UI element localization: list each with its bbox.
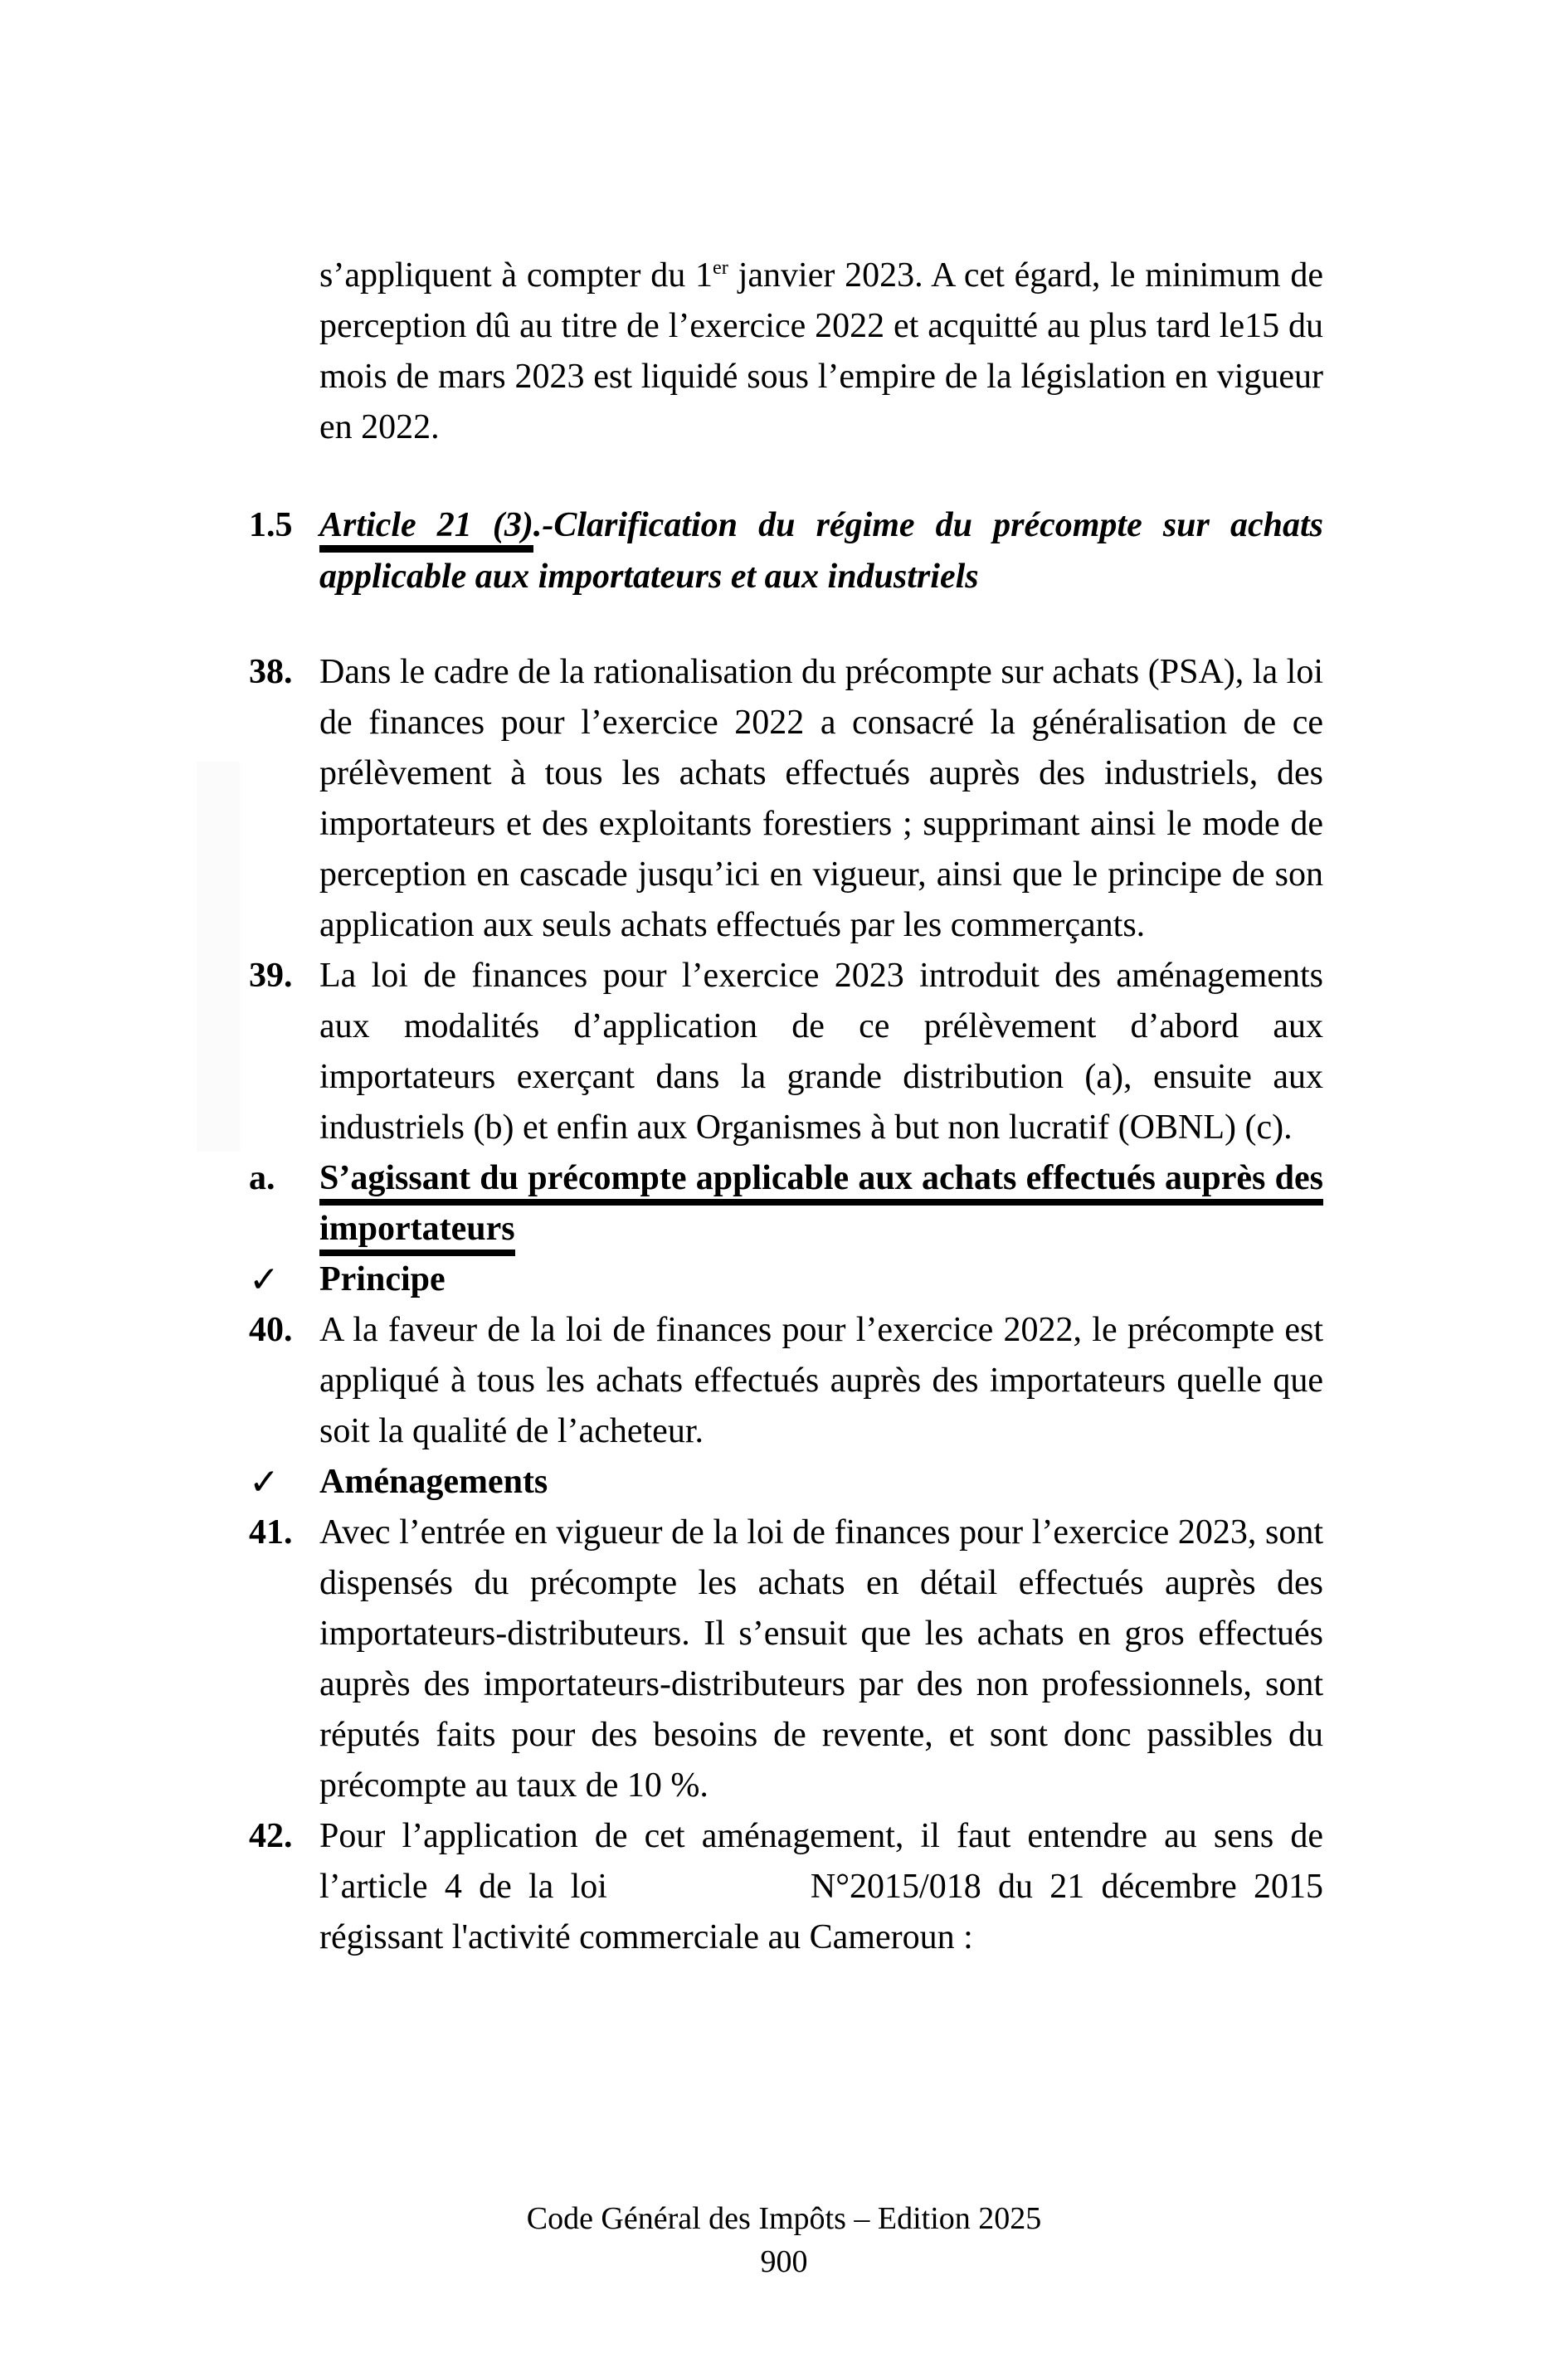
intro-superscript: er	[713, 256, 728, 279]
footer-title: Code Général des Impôts – Edition 2025	[526, 2201, 1042, 2236]
paragraph-42-gap	[607, 1897, 811, 1898]
paragraph-40	[249, 1305, 1323, 1457]
paragraph-42	[249, 1811, 1323, 1963]
paragraph-38	[249, 647, 1323, 951]
scan-artifact	[197, 762, 240, 1152]
intro-text-post: janvier 2023. A cet égard, le minimum de perception dû au titre de l’exercice 2022 et acquitté au plus tard le15 du mois de mars 2023 est liquidé sous l’empire de la législation en vigueur en 2022.	[319, 256, 1323, 446]
paragraph-42-number: 42.	[249, 1817, 293, 1855]
check-icon: ✓	[249, 1259, 280, 1301]
section-1-5-article-ref: Article 21 (3)	[319, 506, 533, 553]
section-a-title: S’agissant du précompte applicable aux achats effectués auprès des importateurs	[319, 1159, 1323, 1256]
paragraph-39-number: 39.	[249, 957, 293, 995]
paragraph-42-text-pre: Pour l’application de cet aménagement, il faut entendre au sens de l’article 4 de la loi	[319, 1817, 1323, 1906]
principe-label: Principe	[319, 1260, 446, 1298]
paragraph-41	[249, 1508, 1323, 1811]
principe-item	[249, 1254, 1323, 1305]
section-1-5-title: .-Clarification du régime du précompte sur achats applicable aux importateurs et aux industriels	[319, 506, 1324, 596]
intro-text-pre: s’appliquent à compter du 1	[319, 256, 713, 295]
section-1-5-number: 1.5	[249, 506, 293, 544]
check-icon: ✓	[249, 1461, 280, 1503]
section-a-marker: a.	[249, 1159, 275, 1197]
paragraph-40-number: 40.	[249, 1311, 293, 1349]
paragraph-40-text: A la faveur de la loi de finances pour l’exercice 2022, le précompte est appliqué à tous les achats effectués auprès des importateurs quelle que soit la qualité de l’acheteur.	[319, 1311, 1323, 1450]
paragraph-41-number: 41.	[249, 1513, 293, 1552]
amenagements-item	[249, 1457, 1323, 1508]
paragraph-38-number: 38.	[249, 653, 293, 691]
paragraph-38-text: Dans le cadre de la rationalisation du précompte sur achats (PSA), la loi de finances pour l’exercice 2022 a consacré la généralisation de ce prélèvement à tous les achats effectués auprès des industriels, des importateurs et des exploitants forestiers ; supprimant ainsi le mode de perception en cascade jusqu’ici en vigueur, ainsi que le principe de son application aux seuls achats effectués par les commerçants.	[319, 653, 1323, 944]
page-footer	[0, 2197, 1568, 2283]
paragraph-42-text-post: N°2015/018 du 21 décembre 2015 régissant l'activité commerciale au Cameroun :	[319, 1868, 1323, 1956]
paragraph-39	[249, 951, 1323, 1153]
paragraph-intro	[249, 251, 1323, 453]
section-a-heading	[249, 1153, 1323, 1254]
section-1-5-heading	[249, 499, 1323, 602]
amenagements-label: Aménagements	[319, 1463, 548, 1501]
paragraph-41-text: Avec l’entrée en vigueur de la loi de finances pour l’exercice 2023, sont dispensés du précompte les achats en détail effectués auprès des importateurs-distributeurs. Il s’ensuit que les achats en gros effectués auprès des importateurs-distributeurs par des non professionnels, sont réputés faits pour des besoins de revente, et sont donc passibles du précompte au taux de 10 %.	[319, 1513, 1323, 1805]
paragraph-39-text: La loi de finances pour l’exercice 2023 introduit des aménagements aux modalités d’application de ce prélèvement d’abord aux importateurs exerçant dans la grande distribution (a), ensuite aux industriels (b) et enfin aux Organismes à but non lucratif (OBNL) (c).	[319, 957, 1323, 1147]
footer-page-number: 900	[760, 2244, 808, 2279]
